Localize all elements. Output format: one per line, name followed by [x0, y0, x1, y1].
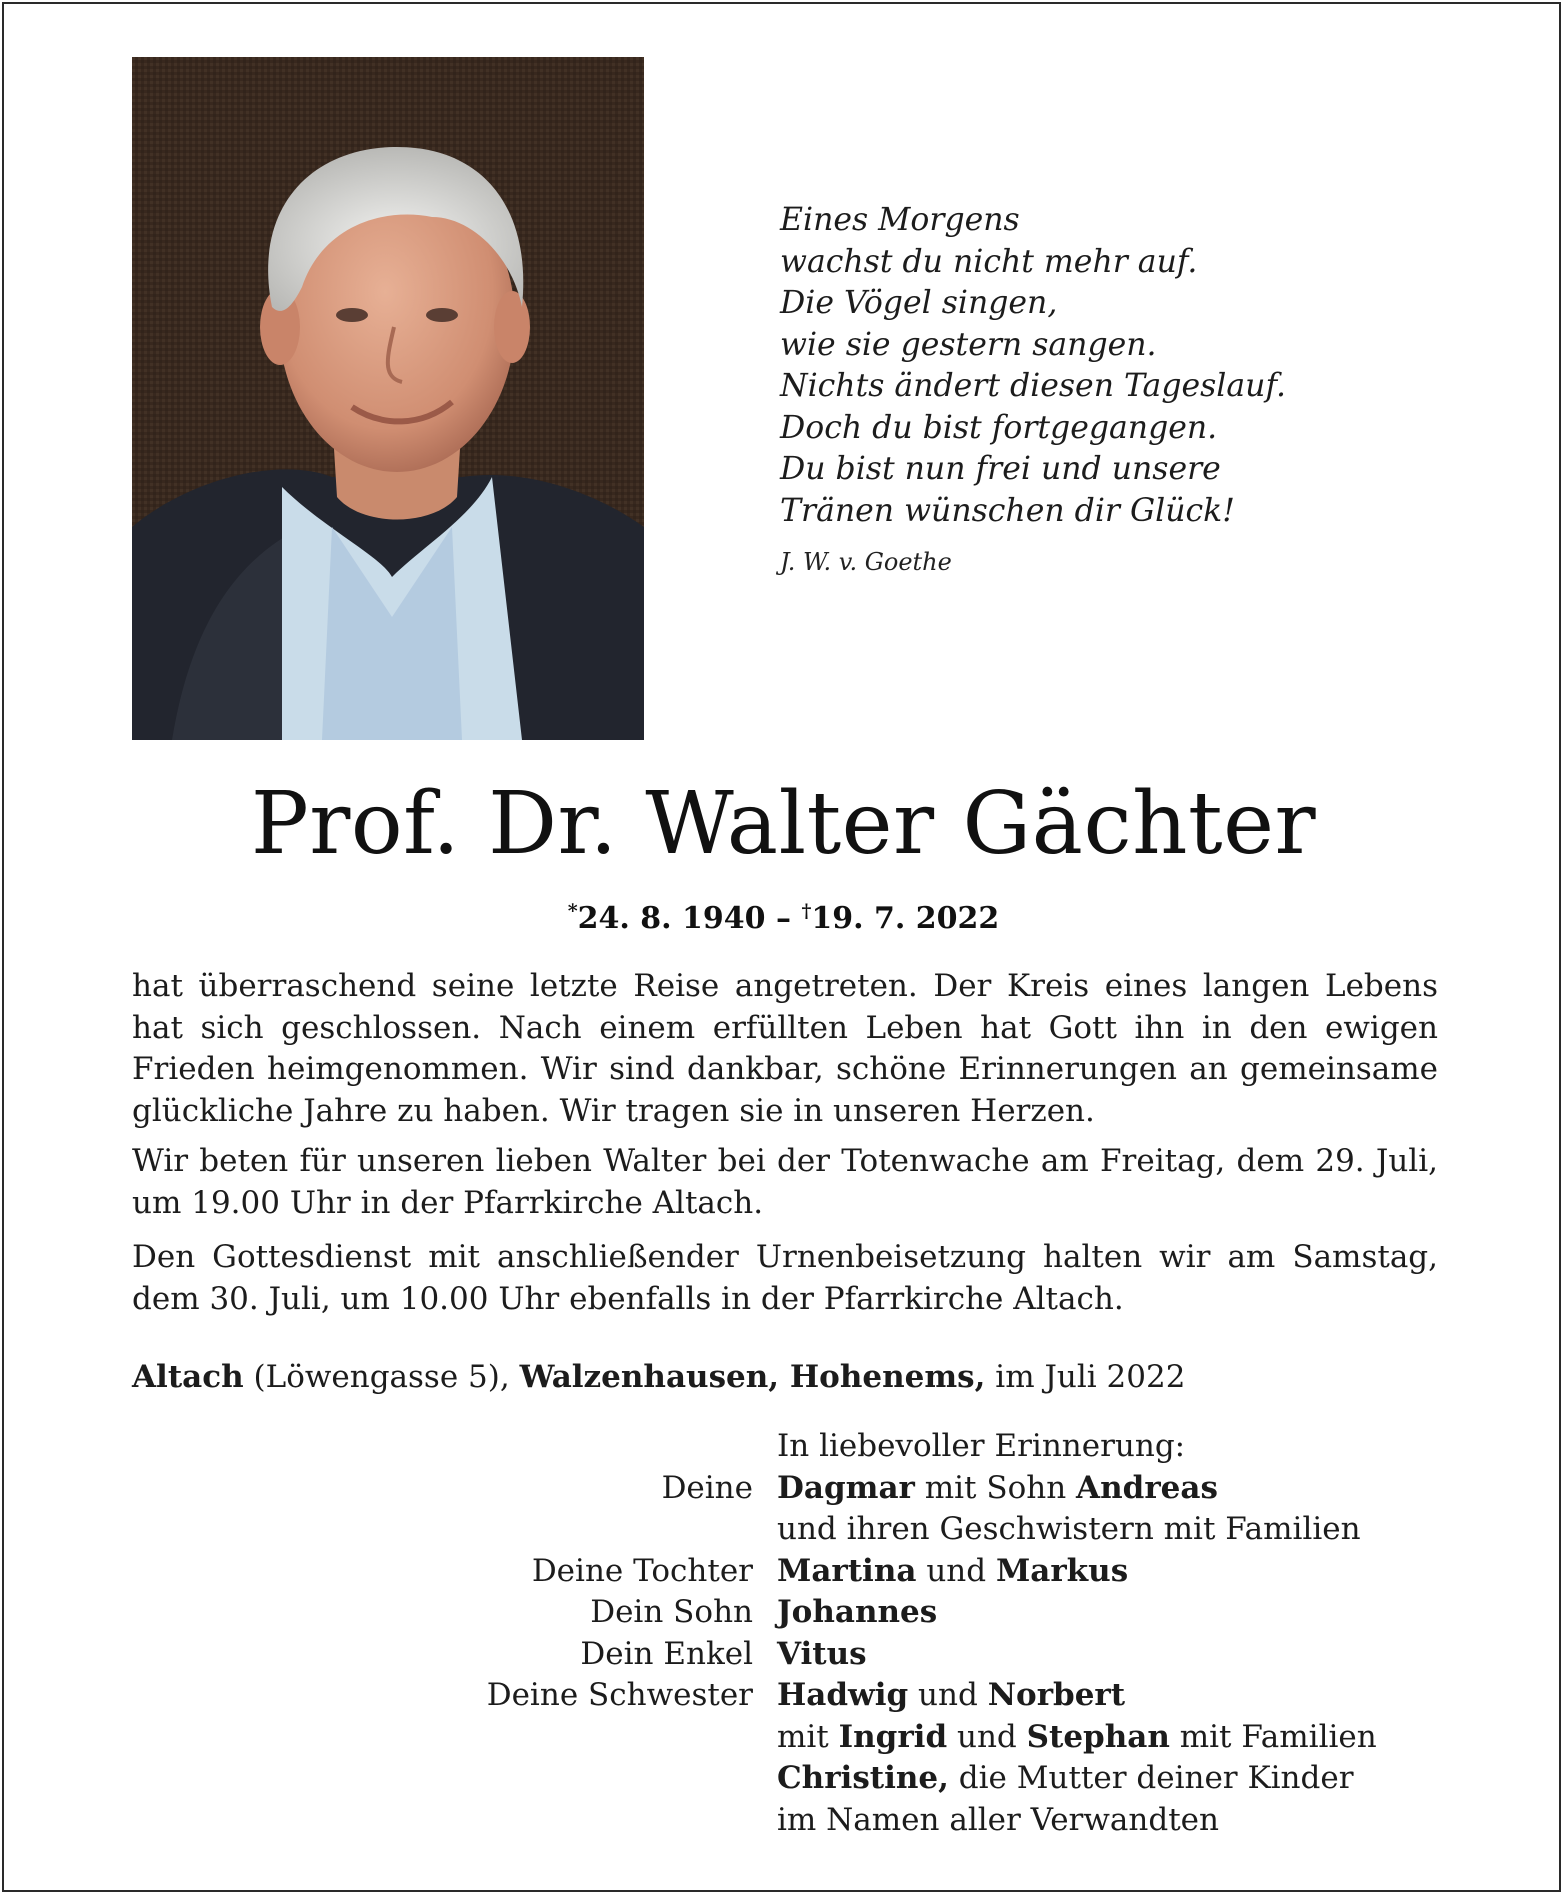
mourner-row: Deine Tochter Martina und Markus: [4, 1551, 1563, 1593]
poem: [780, 200, 1286, 532]
mourner-name: Hadwig: [777, 1677, 909, 1713]
birth-mark: *: [567, 900, 578, 922]
paragraph-service: Den Gottesdienst mit anschließender Urnenbeisetzung halten wir am Samstag, dem 30. Juli, um 10.00 Uhr ebenfalls in der Pfarrkirche Altach.: [132, 1239, 1438, 1317]
date-separator: –: [776, 901, 791, 936]
place-and-date: [132, 1359, 1185, 1395]
relation-label: Dein Sohn: [590, 1594, 753, 1630]
place-towns: Walzenhausen, Hohenems,: [519, 1359, 986, 1395]
mourner-name: Andreas: [1076, 1469, 1218, 1506]
mourner-row: [4, 1634, 1563, 1676]
mourner-name: Stephan: [1026, 1718, 1170, 1755]
mourner-row: Christine, die Mutter deiner Kinder: [777, 1760, 1354, 1796]
mourner-name: Johannes: [777, 1594, 938, 1630]
mourner-row: [4, 1592, 1563, 1634]
mourner-row: [4, 1426, 1563, 1468]
poem-line: Doch du bist fortgegangen.: [780, 409, 1218, 446]
mourner-name: Ingrid: [838, 1718, 948, 1755]
mourner-name: Markus: [995, 1552, 1129, 1589]
mourner-name: Martina: [777, 1552, 917, 1589]
paragraph-intro: hat überraschend seine letzte Reise angetreten. Der Kreis eines langen Lebens hat sich geschlossen. Nach einem erfüllten Leben hat Gott ihn in den ewigen Frieden heimgenommen. Wir sind dankbar, schöne Erinnerungen an gemeinsame glückliche Jahre zu haben. Wir tragen sie in unseren Herzen.: [132, 968, 1438, 1129]
death-date: 19. 7. 2022: [811, 901, 1000, 936]
place-date: im Juli 2022: [985, 1359, 1186, 1395]
mourners-intro: In liebevoller Erinnerung:: [777, 1428, 1186, 1464]
life-dates: [4, 900, 1563, 936]
poem-line: wachst du nicht mehr auf.: [780, 243, 1198, 280]
paragraph-wake: Wir beten für unseren lieben Walter bei der Totenwache am Freitag, dem 29. Juli, um 19.00 Uhr in der Pfarrkirche Altach.: [132, 1143, 1438, 1221]
poem-line: wie sie gestern sangen.: [780, 326, 1157, 363]
mourner-row: mit Ingrid und Stephan mit Familien: [777, 1718, 1377, 1755]
mourner-name: Christine,: [777, 1760, 949, 1796]
obituary-card: [2, 2, 1561, 1892]
relation-label: Deine Schwester: [486, 1677, 753, 1713]
mourner-row: und ihren Geschwistern mit Familien: [777, 1511, 1361, 1547]
mourner-row: im Namen aller Verwandten: [777, 1801, 1219, 1838]
birth-date: 24. 8. 1940: [577, 901, 766, 936]
relation-label: Deine Tochter: [531, 1552, 753, 1589]
mourner-row: Deine Dagmar mit Sohn Andreas: [4, 1468, 1563, 1510]
poem-line: Nichts ändert diesen Tageslauf.: [780, 368, 1286, 404]
relation-label: Deine: [661, 1469, 753, 1506]
deceased-name: Prof. Dr. Walter Gächter: [250, 774, 1317, 874]
relation-label: Dein Enkel: [580, 1635, 753, 1672]
death-mark: †: [801, 900, 812, 922]
poem-author: J. W. v. Goethe: [780, 548, 952, 576]
mourner-name: Vitus: [777, 1635, 867, 1672]
poem-line: Die Vögel singen,: [780, 285, 1058, 321]
poem-line: Tränen wünschen dir Glück!: [780, 492, 1235, 529]
place-town: Altach: [132, 1359, 244, 1395]
mourner-row: Deine Schwester Hadwig und Norbert: [4, 1675, 1563, 1717]
mourner-name: Norbert: [987, 1677, 1126, 1713]
mourners-list: [4, 1426, 1563, 1841]
mourner-name: Dagmar: [777, 1469, 915, 1506]
poem-line: Eines Morgens: [780, 202, 1020, 238]
poem-line: Du bist nun frei und unsere: [780, 451, 1221, 487]
place-address: (Löwengasse 5),: [243, 1359, 520, 1395]
portrait-photo: [132, 57, 644, 740]
